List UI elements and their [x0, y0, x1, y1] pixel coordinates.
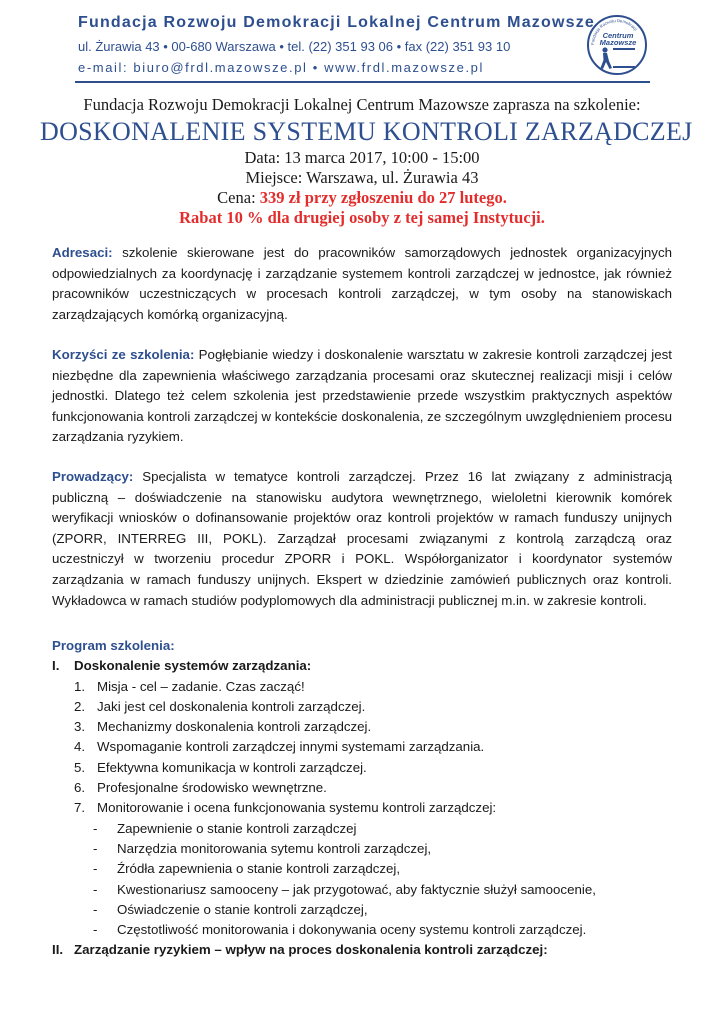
list-item: 2. Jaki jest cel doskonalenia kontroli zarządczej. [74, 698, 366, 714]
logo-ring-text: Fundacja Rozwoju Demokracji [589, 17, 639, 46]
prowadzacy-paragraph [52, 467, 672, 611]
section-number: I. [52, 658, 60, 674]
sub-list-item: - Zapewnienie o stanie kontroli zarządczej [93, 820, 357, 836]
list-item: 5. Efektywna komunikacja w kontroli zarządczej. [74, 759, 367, 775]
list-item: 4. Wspomaganie kontroli zarządczej innymi systemami zarządzania. [74, 739, 485, 755]
list-item: 6. Profesjonalne środowisko wewnętrzne. [74, 780, 327, 796]
sub-list-item: - Narzędzia monitorowania sytemu kontroli zarządczej, [93, 840, 432, 856]
training-program [52, 636, 672, 961]
training-price [40, 188, 684, 208]
price-label: Cena: [217, 188, 260, 207]
training-title: DOSKONALENIE SYSTEMU KONTROLI ZARZĄDCZEJ [40, 117, 693, 146]
section-number: II. [52, 942, 64, 958]
logo-text-1: Centrum [602, 31, 634, 40]
sub-list-item: - Częstotliwość monitorowania i dokonywania oceny systemu kontroli zarządczej. [93, 922, 587, 938]
price-value: 339 zł przy zgłoszeniu do 27 lutego. [259, 188, 507, 207]
korzysci-label: Korzyści ze szkolenia: [52, 347, 195, 362]
prowadzacy-label: Prowadzący: [52, 469, 134, 484]
sub-list-item: - Źródła zapewnienia o stanie kontroli zarządczej, [93, 861, 401, 877]
list-item: 1. Misja - cel – zadanie. Czas zacząć! [74, 678, 305, 694]
person-figure-icon [601, 47, 613, 69]
program-section-2 [52, 940, 672, 960]
letterhead [75, 12, 650, 82]
korzysci-paragraph [52, 345, 672, 448]
korzysci-text: Pogłębianie wiedzy i doskonalenie warsztatu w zakresie kontroli zarządczej jest niezbędne dla zapewnienia właściwego zarządzania procesami oraz skutecznej realizacji misji i celów jednostki. Dlatego też celem szkolenia jest przedstawienie przede wszystkim praktycznych aspektów funkcjonowania kontroli zarządczej w kontekście doskonalenia, ze szczególnym uwzględnieniem procesu zarządzania ryzykiem. [52, 347, 672, 445]
program-section-1 [52, 656, 672, 676]
training-title-block [40, 94, 693, 228]
org-name: Fundacja Rozwoju Demokracji Lokalnej Centrum Mazowsze [78, 14, 596, 31]
header-divider [75, 81, 650, 83]
foundation-logo [585, 12, 649, 78]
adresaci-paragraph [52, 243, 672, 325]
training-date: Data: 13 marca 2017, 10:00 - 15:00 [244, 148, 480, 167]
training-place: Miejsce: Warszawa, ul. Żurawia 43 [245, 168, 479, 187]
address-line: ul. Żurawia 43 • 00-680 Warszawa • tel. (22) 351 93 06 • fax (22) 351 93 10 [78, 39, 511, 54]
invite-intro: Fundacja Rozwoju Demokracji Lokalnej Centrum Mazowsze zaprasza na szkolenie: [83, 95, 641, 114]
adresaci-label: Adresaci: [52, 245, 113, 260]
program-heading: Program szkolenia: [52, 638, 175, 653]
sub-list-item: - Kwestionariusz samooceny – jak przygotować, aby faktycznie służył samoocenie, [93, 881, 596, 897]
contact-line: e-mail: biuro@frdl.mazowsze.pl • www.frdl.mazowsze.pl [78, 60, 484, 75]
list-item: 3. Mechanizmy doskonalenia kontroli zarządczej. [74, 719, 372, 735]
discount-note: Rabat 10 % dla drugiej osoby z tej samej Instytucji. [179, 208, 545, 227]
section-title: Doskonalenie systemów zarządzania: [74, 658, 312, 674]
list-item: 7. Monitorowanie i ocena funkcjonowania systemu kontroli zarządczej: [74, 800, 497, 816]
adresaci-text: szkolenie skierowane jest do pracowników samorządowych jednostek organizacyjnych odpowiedzialnych za koordynację i zarządzanie systemem kontroli zarządczej w jednostce, jak również pracowników uczestniczących w procesach kontroli zarządczej, w tym osoby na stanowiskach zarządzających komórką organizacyjną. [52, 245, 672, 322]
prowadzacy-text: Specjalista w tematyce kontroli zarządczej. Przez 16 lat związany z administracją publiczną – doświadczenie na stanowisku audytora wewnętrznego, wieloletni kierownik komórek weryfikacji wniosków o dofinansowanie projektów oraz kontroli projektów w ramach funduszy unijnych (ZPORR, INTERREG III, POKL). Zarządzał procesami związanymi z kontrolą zarządczą oraz uczestniczył w tworzeniu procedur ZPORR i POKL. Współorganizator i koordynator systemów zarządzania w ramach funduszy unijnych. Ekspert w dziedzinie zamówień publicznych oraz kontroli. Wykładowca w ramach studiów podyplomowych dla administracji publicznej m.in. w zakresie kontroli. [52, 469, 672, 608]
section-title: Zarządzanie ryzykiem – wpływ na proces doskonalenia kontroli zarządczej: [74, 942, 548, 958]
logo-text-2: Mazowsze [599, 38, 637, 47]
sub-list-item: - Oświadczenie o stanie kontroli zarządczej, [93, 901, 368, 917]
